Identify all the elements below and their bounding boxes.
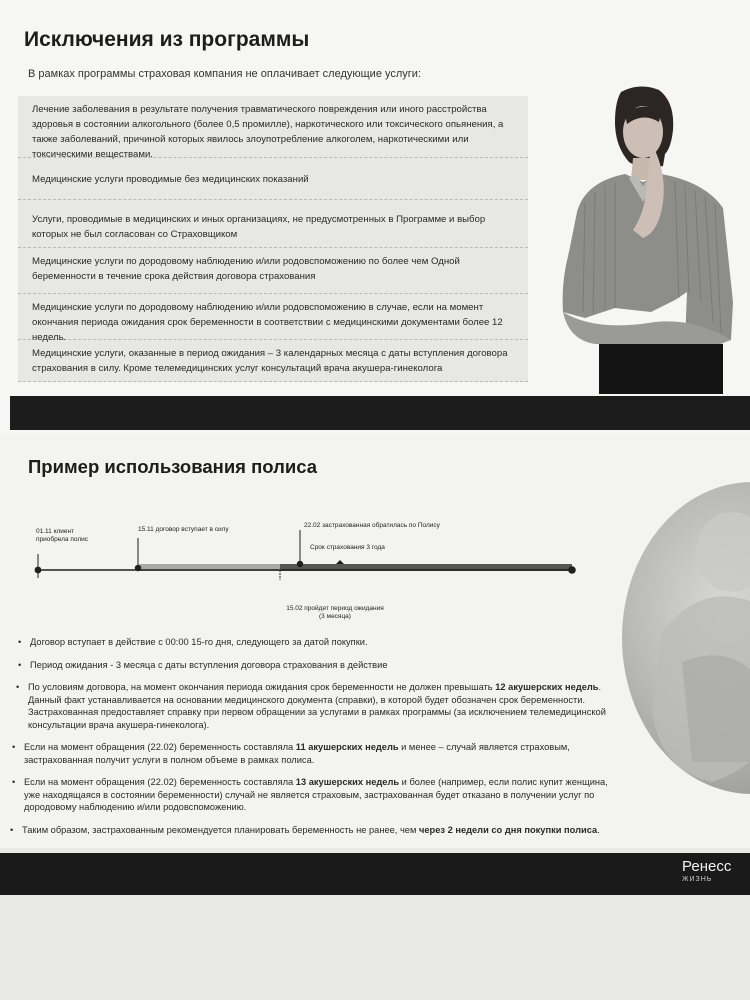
timeline-label-term: Срок страхования 3 года <box>310 544 385 551</box>
bullet-bold: 11 акушерских недель <box>295 742 399 752</box>
exclusion-row: Медицинские услуги по дородовому наблюдению и/или родовспоможению по более чем Одной беременности в течение срока действия договора страхования <box>18 248 528 294</box>
timeline-label-purchase: 01.11 клиент приобрела полис <box>36 528 88 543</box>
brand-logo <box>682 859 731 885</box>
bullet-item <box>16 681 626 731</box>
bullet-bold: 12 акушерских недель <box>495 682 599 692</box>
bullet-text: и менее – случай является страховым, застрахованная получит услуги в полном объеме в рамках полиса. <box>24 742 570 765</box>
exclusion-row: Услуги, проводимые в медицинских и иных организациях, не предусмотренных в Программе и выбор которых не был согласован со Страховщиком <box>18 200 528 248</box>
example-title: Пример использования полиса <box>28 456 318 477</box>
exclusions-intro: В рамках программы страховая компания не оплачивает следующие услуги: <box>28 68 422 80</box>
bullet-item <box>18 636 628 649</box>
decorative-photo-circle <box>622 482 750 794</box>
divider-band <box>10 396 750 430</box>
bullet-text: Таким образом, застрахованным рекомендуется планировать беременность не ранее, чем <box>22 824 419 835</box>
bullet-text: По условиям договора, на момент окончания периода ожидания срок беременности не должен превышать <box>28 682 496 692</box>
exclusions-title: Исключения из программы <box>24 28 310 51</box>
timeline-label-claim: 22.02 застрахованная обратилась по Полису <box>304 522 440 529</box>
exclusions-page <box>0 0 750 440</box>
bullet-text: . <box>597 824 600 835</box>
timeline-label-waiting-end <box>280 605 390 621</box>
bullet-item <box>12 776 622 814</box>
bullet-text: Период ожидания - 3 месяца с даты вступления договора страхования в действие <box>30 659 388 670</box>
example-page <box>0 436 750 848</box>
bullet-text: Договор вступает в действие с 00:00 15-го дня, следующего за датой покупки. <box>30 637 368 647</box>
exclusions-list <box>18 96 528 382</box>
footer-band <box>0 853 750 895</box>
exclusion-row: Медицинские услуги проводимые без медицинских показаний <box>18 158 528 200</box>
bullet-item <box>18 659 628 672</box>
couple-photo-icon <box>622 482 750 794</box>
bullet-text: Если на момент обращения (22.02) беременность составляла <box>24 777 296 787</box>
brand-name: Ренесс <box>682 858 732 875</box>
bullet-text: . Данный факт устанавливается на основании медицинского документа (справки), в которой будет обозначен срок беременности. Застрахованная предоставляет справку при первом обращении за услугами в рамках программы (за исключением телемедицинской консультации врача акушера-гинеколога). <box>28 682 606 730</box>
policy-timeline <box>30 520 590 630</box>
waiting-end-text: 15.02 пройдет период ожидания <box>286 605 384 612</box>
waiting-months-text: (3 месяца) <box>319 613 351 620</box>
exclusion-row: Лечение заболевания в результате получения травматического повреждения или иного расстройства здоровья в состоянии алкогольного (более 0,5 промилле), наркотического или токсического опьянения, а также заболеваний, причиной которых явилось злоупотребление алкоголем, наркотическими или токсическими веществами. <box>18 96 528 158</box>
bullet-text: и более (например, если полис купит женщина, уже находящаяся в состоянии беременности) случай не является страховым, застрахованная будет отказано в получении услуг по дородовому наблюдению и/или родовспоможению. <box>24 777 608 812</box>
bullet-text: Если на момент обращения (22.02) беременность составляла <box>24 742 296 752</box>
bullet-item <box>10 824 620 837</box>
brand-subtitle: ЖИЗНЬ <box>682 876 713 883</box>
bullet-bold: 13 акушерских недель <box>295 777 400 787</box>
woman-illustration <box>555 82 745 394</box>
conditions-list <box>10 636 620 846</box>
timeline-label-start: 15.11 договор вступает в силу <box>138 526 229 533</box>
exclusion-row: Медицинские услуги по дородовому наблюдению и/или родовспоможению в случае, если на момент окончания периода ожидания срок беременности в соответствии с медицинскими документами более 12 недель. <box>18 294 528 340</box>
bullet-item <box>12 741 622 766</box>
bullet-bold: через 2 недели со дня покупки полиса <box>418 824 598 835</box>
exclusion-row: Медицинские услуги, оказанные в период ожидания – 3 календарных месяца с даты вступления договора страхования в силу. Кроме телемедицинских услуг консультаций врача акушера-гинеколога <box>18 340 528 382</box>
